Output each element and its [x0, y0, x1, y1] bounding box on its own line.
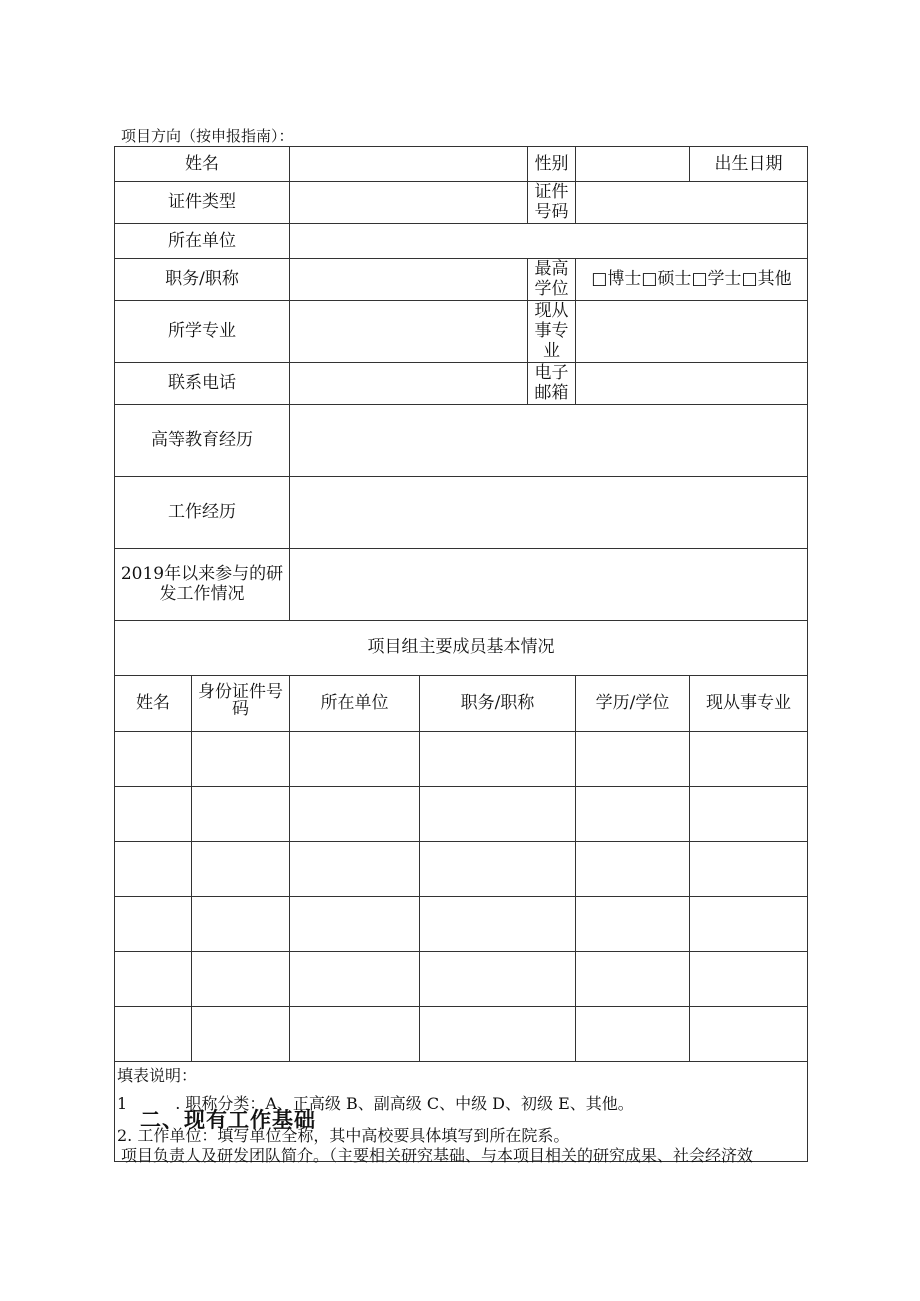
- name-label: 姓名: [115, 147, 290, 182]
- member-row: [115, 786, 808, 841]
- major-label: 所学专业: [115, 300, 290, 362]
- member-id-header-line1: 身份证件号: [198, 681, 283, 702]
- row-id: [115, 182, 808, 224]
- row-work: [115, 476, 808, 548]
- member-major-header: 现从事专业: [690, 675, 808, 731]
- member-id-header: [192, 675, 290, 731]
- member-cell[interactable]: [290, 786, 420, 841]
- current-major-label: 现从事专业: [528, 300, 576, 362]
- birth-date-label: 出生日期: [690, 147, 808, 182]
- title-field[interactable]: [290, 258, 528, 300]
- degree-checkbox-options[interactable]: □博士□硕士□学士□其他: [591, 268, 792, 289]
- section-2-intro: 项目负责人及研发团队简介。（主要相关研究基础、与本项目相关的研究成果、社会经济效: [121, 1146, 754, 1165]
- rd-history-label: [115, 548, 290, 620]
- row-unit: [115, 223, 808, 258]
- education-field[interactable]: [290, 404, 808, 476]
- member-cell[interactable]: [690, 896, 808, 951]
- member-cell[interactable]: [420, 951, 576, 1006]
- title-label: 职务/职称: [115, 258, 290, 300]
- member-degree-header: 学历/学位: [576, 675, 690, 731]
- education-label: 高等教育经历: [115, 404, 290, 476]
- phone-label: 联系电话: [115, 362, 290, 404]
- email-field[interactable]: [576, 362, 808, 404]
- member-row: [115, 1006, 808, 1061]
- member-cell[interactable]: [420, 786, 576, 841]
- section-2-title: 二、现有工作基础: [140, 1108, 316, 1132]
- notes-item-1-text: . 职称分类：A、正高级 B、副高级 C、中级 D、初级 E、其他。: [175, 1093, 634, 1113]
- rd-history-label-line2: 发工作情况: [159, 584, 245, 605]
- member-row: [115, 731, 808, 786]
- id-number-label: 证件号码: [528, 182, 576, 224]
- member-cell[interactable]: [192, 1006, 290, 1061]
- degree-options[interactable]: [576, 258, 808, 300]
- current-major-field[interactable]: [576, 300, 808, 362]
- row-education: [115, 404, 808, 476]
- member-cell[interactable]: [690, 786, 808, 841]
- row-contact: [115, 362, 808, 404]
- name-field[interactable]: [290, 147, 528, 182]
- member-name-header: 姓名: [115, 675, 192, 731]
- work-history-field[interactable]: [290, 476, 808, 548]
- id-number-field[interactable]: [576, 182, 808, 224]
- member-cell[interactable]: [420, 731, 576, 786]
- member-title-header: 职务/职称: [420, 675, 576, 731]
- row-major: [115, 300, 808, 362]
- members-header-row: [115, 675, 808, 731]
- rd-history-field[interactable]: [290, 548, 808, 620]
- member-row: [115, 951, 808, 1006]
- member-cell[interactable]: [290, 731, 420, 786]
- member-cell[interactable]: [420, 841, 576, 896]
- member-cell[interactable]: [290, 1006, 420, 1061]
- work-history-label: 工作经历: [115, 476, 290, 548]
- unit-field[interactable]: [290, 223, 808, 258]
- phone-field[interactable]: [290, 362, 528, 404]
- member-cell[interactable]: [690, 951, 808, 1006]
- notes-item-2: 2. 工作单位：填写单位全称，其中高校要具体填写到所在院系。: [117, 1125, 570, 1145]
- row-name: [115, 147, 808, 182]
- row-members-title: [115, 620, 808, 675]
- member-cell[interactable]: [192, 786, 290, 841]
- member-id-header-line2: 码: [232, 699, 249, 720]
- notes-item-1-number: 1: [117, 1093, 128, 1113]
- member-cell[interactable]: [115, 786, 192, 841]
- member-cell[interactable]: [576, 841, 690, 896]
- member-cell[interactable]: [115, 896, 192, 951]
- id-type-label: 证件类型: [115, 182, 290, 224]
- notes-title: 填表说明：: [117, 1065, 198, 1085]
- member-cell[interactable]: [192, 896, 290, 951]
- member-cell[interactable]: [576, 786, 690, 841]
- project-direction-label: 项目方向（按申报指南）：: [121, 127, 294, 145]
- member-cell[interactable]: [420, 896, 576, 951]
- member-cell[interactable]: [576, 1006, 690, 1061]
- rd-history-label-line1: 2019年以来参与的研: [120, 563, 284, 584]
- member-cell[interactable]: [420, 1006, 576, 1061]
- major-field[interactable]: [290, 300, 528, 362]
- member-cell[interactable]: [690, 1006, 808, 1061]
- id-type-field[interactable]: [290, 182, 528, 224]
- degree-label: 最高学位: [528, 258, 576, 300]
- email-label: 电子邮箱: [528, 362, 576, 404]
- gender-field[interactable]: [576, 147, 690, 182]
- member-cell[interactable]: [115, 841, 192, 896]
- gender-label: 性别: [528, 147, 576, 182]
- member-cell[interactable]: [290, 951, 420, 1006]
- member-cell[interactable]: [690, 841, 808, 896]
- member-cell[interactable]: [290, 896, 420, 951]
- member-cell[interactable]: [576, 951, 690, 1006]
- member-unit-header: 所在单位: [290, 675, 420, 731]
- member-row: [115, 841, 808, 896]
- members-section-title: 项目组主要成员基本情况: [115, 620, 808, 675]
- row-rd: [115, 548, 808, 620]
- member-cell[interactable]: [576, 896, 690, 951]
- member-row: [115, 896, 808, 951]
- member-cell[interactable]: [192, 951, 290, 1006]
- member-cell[interactable]: [290, 841, 420, 896]
- member-cell[interactable]: [115, 731, 192, 786]
- row-title: [115, 258, 808, 300]
- member-cell[interactable]: [115, 1006, 192, 1061]
- member-cell[interactable]: [576, 731, 690, 786]
- member-cell[interactable]: [115, 951, 192, 1006]
- application-form-table: [114, 146, 808, 1162]
- member-cell[interactable]: [690, 731, 808, 786]
- unit-label: 所在单位: [115, 223, 290, 258]
- member-cell[interactable]: [192, 841, 290, 896]
- member-cell[interactable]: [192, 731, 290, 786]
